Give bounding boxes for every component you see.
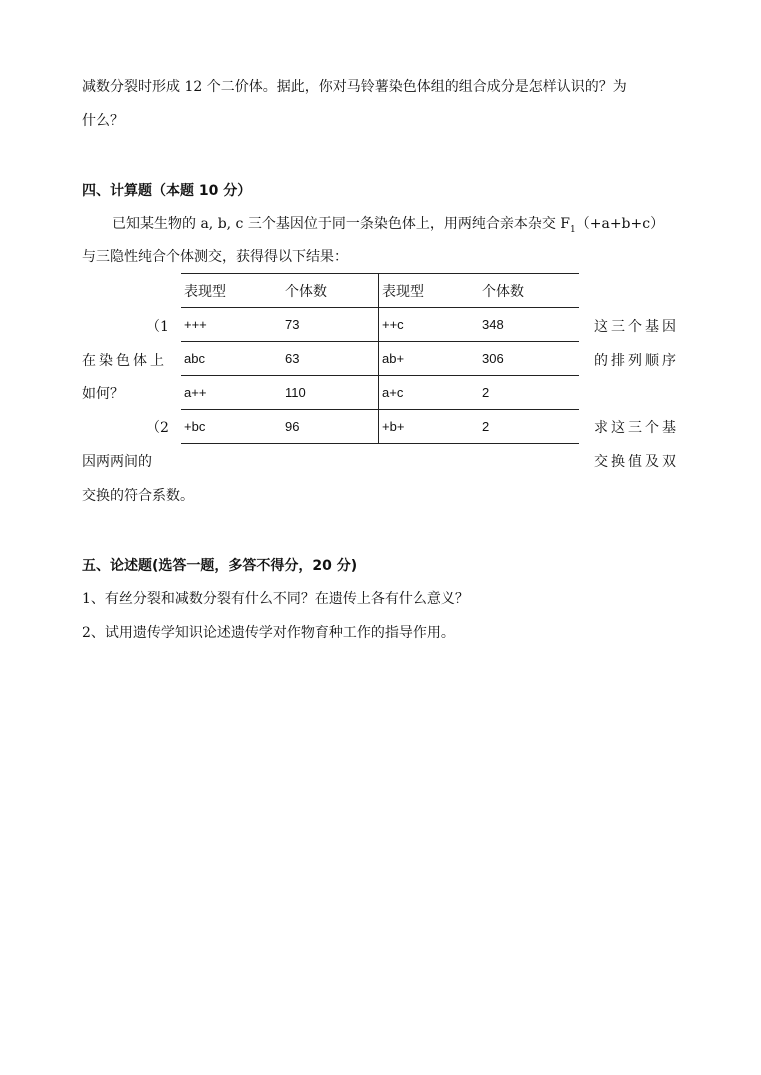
table-cell: 2 — [479, 376, 579, 410]
list-item: 1、有丝分裂和减数分裂有什么不同？在遗传上各有什么意义？ — [82, 591, 469, 607]
table-header-row — [181, 274, 579, 308]
text-line: 减数分裂时形成 12 个二价体。据此，你对马铃薯染色体组的组合成分是怎样认识的？为 — [82, 79, 627, 95]
paragraph-text: 已知某生物的 a, b, c 三个基因位于同一条染色体上，用两纯合亲本杂交 F — [112, 216, 571, 232]
table-cell: ++c — [379, 308, 480, 342]
question-2-fragment: 交换值及双 — [594, 454, 679, 470]
table-row — [181, 308, 579, 342]
question-1-fragment: 的排列顺序 — [594, 353, 679, 369]
question-1-fragment: 如何？ — [82, 386, 124, 402]
table-cell: 110 — [282, 376, 379, 410]
question-2-fragment: 因两两间的 — [82, 454, 152, 470]
section-heading: 四、计算题（本题 10 分） — [82, 183, 252, 199]
question-2-fragment: 交换的符合系数。 — [82, 488, 194, 504]
table-header-cell: 个体数 — [282, 274, 379, 308]
table-header-cell: 表现型 — [181, 274, 282, 308]
table-cell: +++ — [181, 308, 282, 342]
question-2-fragment: （2 — [146, 420, 169, 436]
table-row — [181, 376, 579, 410]
table-cell: 73 — [282, 308, 379, 342]
table-cell: 96 — [282, 410, 379, 444]
subscript: 1 — [570, 224, 576, 235]
table-header-cell: 表现型 — [379, 274, 480, 308]
table-row — [181, 342, 579, 376]
list-item: 2、试用遗传学知识论述遗传学对作物育种工作的指导作用。 — [82, 625, 455, 641]
results-table — [181, 273, 579, 444]
table-cell: +bc — [181, 410, 282, 444]
table-cell: abc — [181, 342, 282, 376]
paragraph-line — [112, 213, 664, 235]
question-2-fragment: 求这三个基 — [594, 420, 679, 436]
question-1-fragment: 在染色体上 — [82, 353, 167, 369]
table-cell: 2 — [479, 410, 579, 444]
table-cell: +b+ — [379, 410, 480, 444]
section-heading: 五、论述题(选答一题，多答不得分，20 分) — [82, 558, 358, 574]
question-1-fragment: （1 — [146, 319, 169, 335]
table-cell: a++ — [181, 376, 282, 410]
text-line: 什么？ — [82, 113, 124, 129]
table-cell: 63 — [282, 342, 379, 376]
table-cell: 306 — [479, 342, 579, 376]
table-header-cell: 个体数 — [479, 274, 579, 308]
question-1-fragment: 这三个基因 — [594, 319, 679, 335]
paragraph-text: （+a+b+c） — [575, 216, 665, 232]
table-cell: ab+ — [379, 342, 480, 376]
paragraph-line: 与三隐性纯合个体测交，获得得以下结果： — [82, 249, 348, 265]
table-row — [181, 410, 579, 444]
table-cell: 348 — [479, 308, 579, 342]
table-cell: a+c — [379, 376, 480, 410]
